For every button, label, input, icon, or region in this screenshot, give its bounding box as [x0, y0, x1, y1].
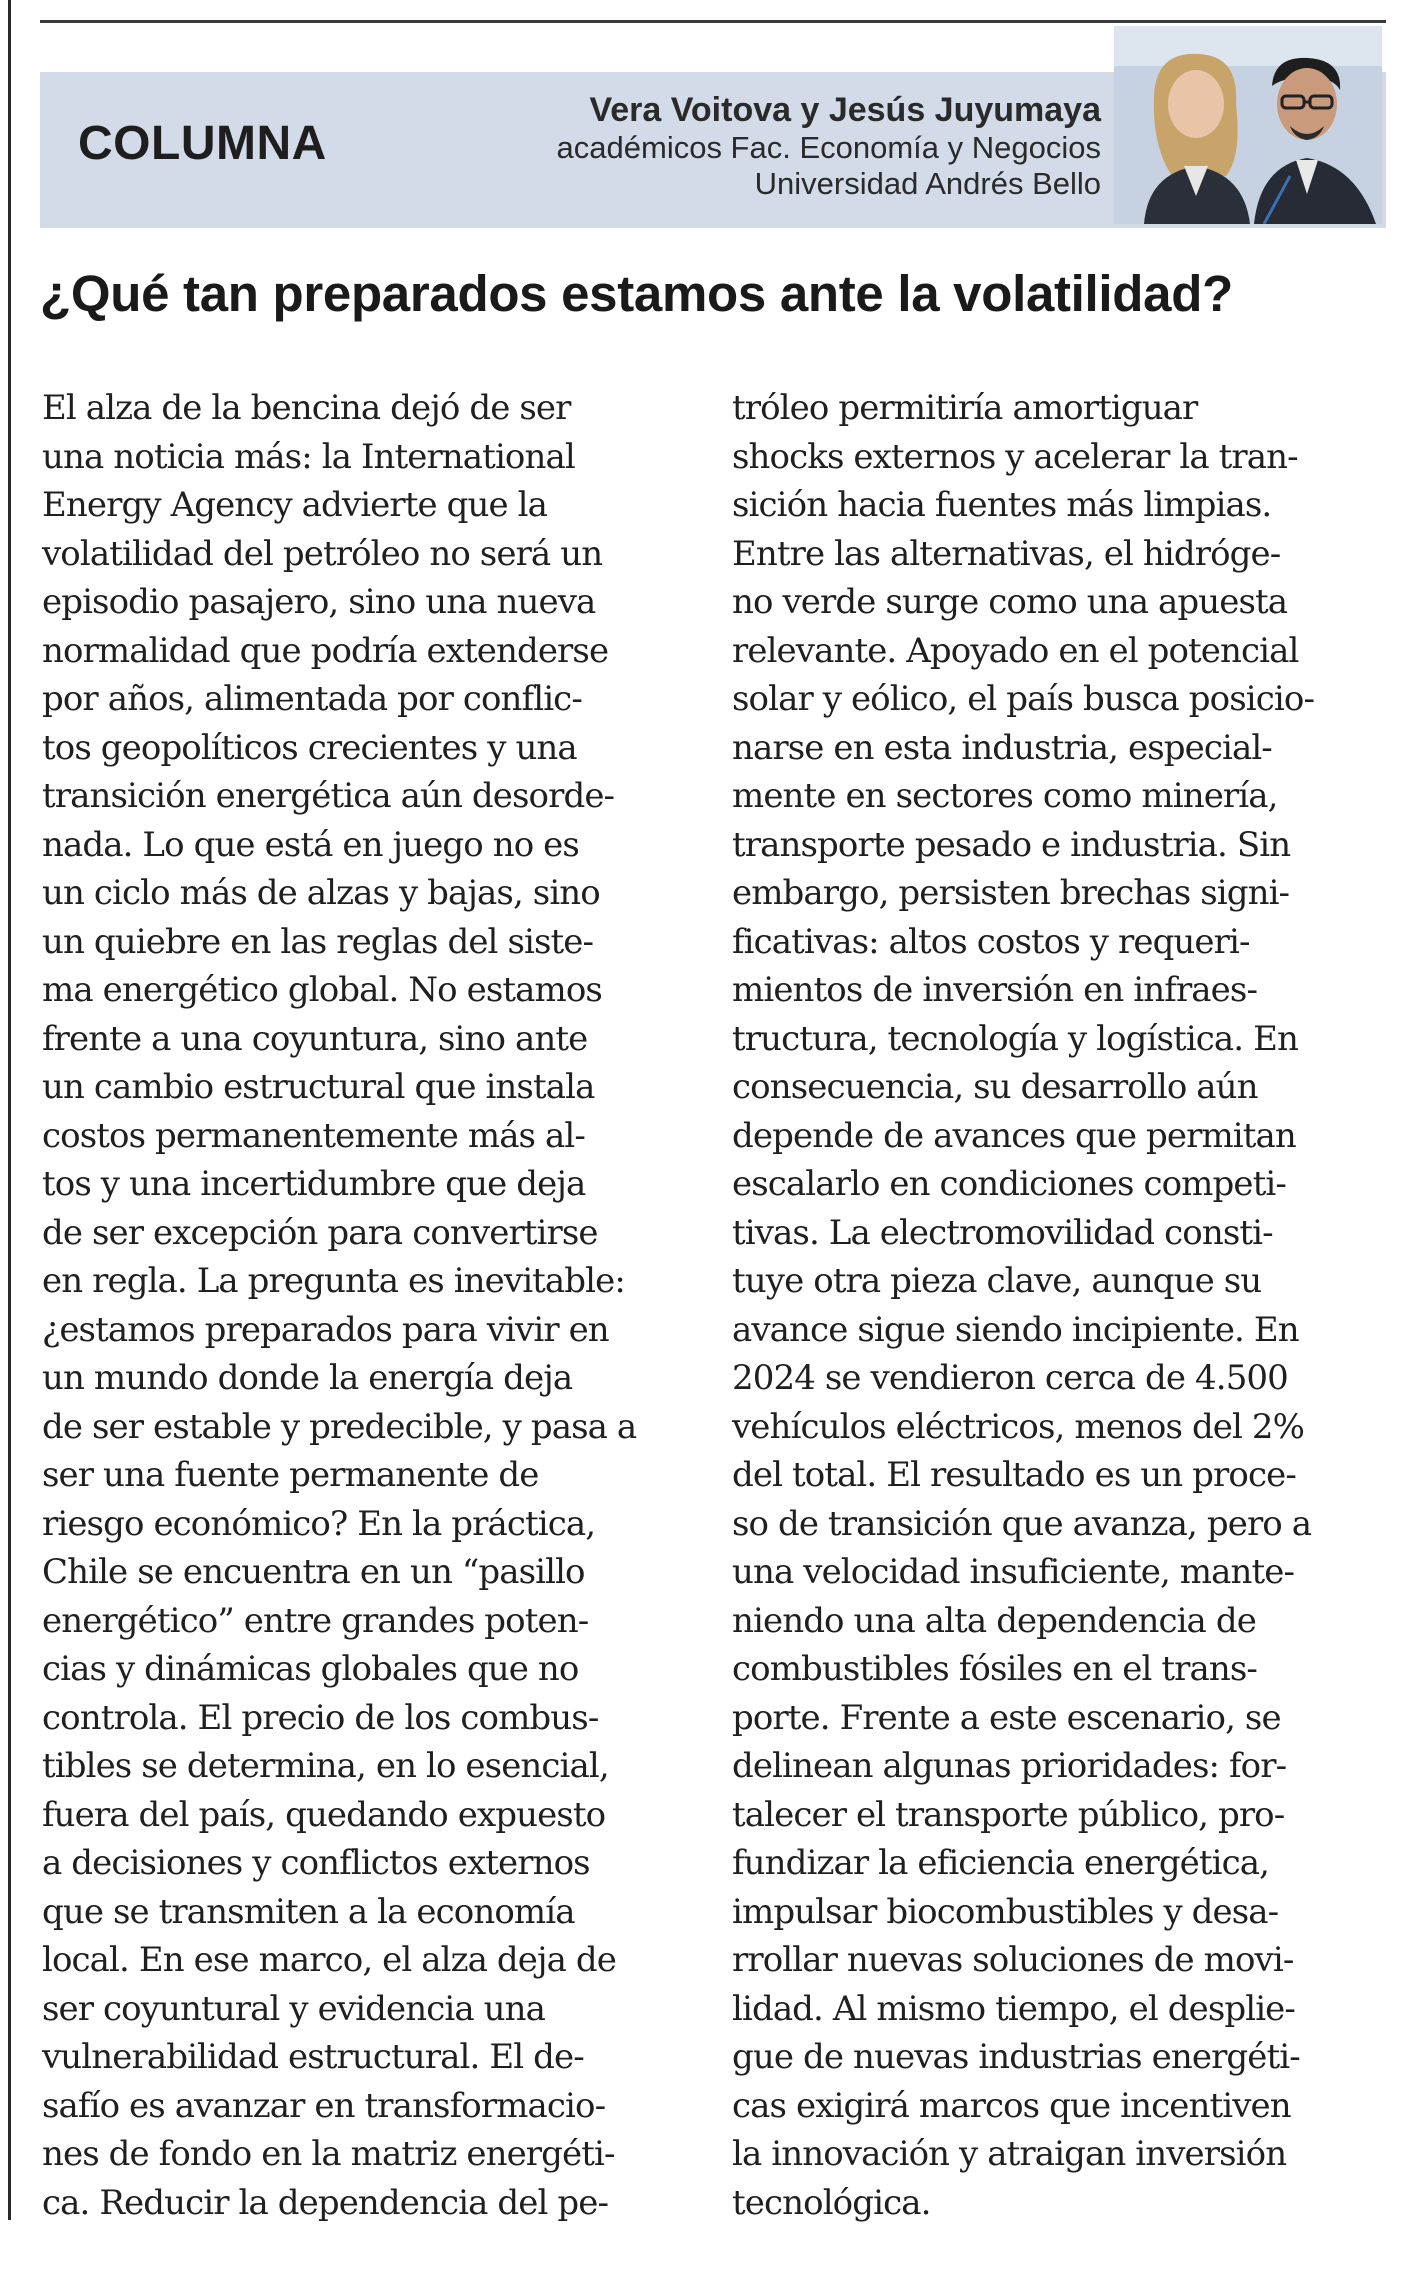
- article-line: por años, alimentada por conflic-: [42, 679, 582, 719]
- article-line: cias y dinámicas globales que no: [42, 1649, 579, 1689]
- headline: ¿Qué tan preparados estamos ante la volatilidad?: [40, 265, 1233, 322]
- article-line: rrollar nuevas soluciones de movi-: [732, 1940, 1294, 1980]
- authors-photo: [1114, 26, 1382, 224]
- article-line: una noticia más: la International: [42, 436, 575, 477]
- article-line: delinean algunas prioridades: for-: [732, 1746, 1287, 1786]
- article-line: de ser estable y predecible, y pasa a: [42, 1406, 637, 1447]
- article-line: safío es avanzar en transformacio-: [42, 2085, 606, 2126]
- article-line: Chile se encuentra en un “pasillo: [42, 1552, 585, 1592]
- article-line: talecer el transporte público, pro-: [732, 1794, 1285, 1835]
- article-line: ca. Reducir la dependencia del pe-: [42, 2182, 609, 2223]
- article-line: combustibles fósiles en el trans-: [732, 1649, 1257, 1689]
- article-line: episodio pasajero, sino una nueva: [42, 582, 596, 622]
- article-line: so de transición que avanza, pero a: [732, 1503, 1312, 1544]
- article-line: transporte pesado e industria. Sin: [732, 824, 1291, 865]
- top-rule: [40, 20, 1386, 23]
- article-line: volatilidad del petróleo no será un: [42, 533, 603, 574]
- article-line: fundizar la eficiencia energética,: [732, 1843, 1270, 1883]
- article-line: fuera del país, quedando expuesto: [42, 1794, 606, 1835]
- article-line: shocks externos y acelerar la tran-: [732, 436, 1298, 477]
- article-line: local. En ese marco, el alza deja de: [42, 1940, 616, 1980]
- article-line: un ciclo más de alzas y bajas, sino: [42, 873, 600, 913]
- article-line: nes de fondo en la matriz energéti-: [42, 2134, 615, 2174]
- article-line: niendo una alta dependencia de: [732, 1600, 1256, 1641]
- article-column-right: [732, 384, 1382, 2227]
- article-line: no verde surge como una apuesta: [732, 582, 1288, 622]
- article-line: consecuencia, su desarrollo aún: [732, 1067, 1258, 1107]
- article-line: que se transmiten a la economía: [42, 1891, 575, 1932]
- article-line: lidad. Al mismo tiempo, el desplie-: [732, 1988, 1295, 2029]
- article-line: tróleo permitiría amortiguar: [732, 388, 1198, 428]
- byline: [557, 90, 1101, 202]
- article-line: ser coyuntural y evidencia una: [42, 1988, 545, 2029]
- byline-role-line2: Universidad Andrés Bello: [754, 166, 1101, 201]
- byline-role-line1: académicos Fac. Economía y Negocios: [556, 130, 1101, 165]
- article-line: avance sigue siendo incipiente. En: [732, 1309, 1299, 1350]
- article-column-left: [42, 384, 702, 2227]
- article-line: controla. El precio de los combus-: [42, 1697, 599, 1738]
- article-line: tos geopolíticos crecientes y una: [42, 727, 577, 768]
- article-line: tivas. La electromovilidad consti-: [732, 1212, 1273, 1253]
- article-line: vehículos eléctricos, menos del 2%: [732, 1406, 1305, 1447]
- article-line: embargo, persisten brechas signi-: [732, 873, 1290, 913]
- article-line: un quiebre en las reglas del siste-: [42, 921, 594, 962]
- byline-authors: Vera Voitova y Jesús Juyumaya: [589, 91, 1101, 129]
- article-line: transición energética aún desorde-: [42, 776, 615, 816]
- article-line: en regla. La pregunta es inevitable:: [42, 1261, 625, 1301]
- article-line: de ser excepción para convertirse: [42, 1212, 598, 1253]
- article-line: nada. Lo que está en juego no es: [42, 824, 579, 865]
- article-line: frente a una coyuntura, sino ante: [42, 1018, 588, 1059]
- article-line: ficativas: altos costos y requeri-: [732, 921, 1250, 962]
- article-line: Entre las alternativas, el hidróge-: [732, 533, 1281, 574]
- article-line: normalidad que podría extenderse: [42, 630, 609, 671]
- article-line: tuye otra pieza clave, aunque su: [732, 1261, 1262, 1301]
- article-line: Energy Agency advierte que la: [42, 485, 547, 525]
- article-line: mientos de inversión en infraes-: [732, 970, 1258, 1010]
- article-line: un mundo donde la energía deja: [42, 1358, 573, 1398]
- article-line: tecnológica.: [732, 2182, 931, 2223]
- article-line: escalarlo en condiciones competi-: [732, 1164, 1286, 1204]
- article-line: El alza de la bencina dejó de ser: [42, 388, 571, 428]
- article-line: un cambio estructural que instala: [42, 1067, 595, 1107]
- article-line: la innovación y atraigan inversión: [732, 2134, 1287, 2174]
- article-line: impulsar biocombustibles y desa-: [732, 1891, 1279, 1932]
- article-line: narse en esta industria, especial-: [732, 727, 1272, 768]
- article-line: costos permanentemente más al-: [42, 1115, 585, 1156]
- article-line: ¿estamos preparados para vivir en: [42, 1309, 609, 1350]
- article-line: tibles se determina, en lo esencial,: [42, 1746, 609, 1786]
- article-line: tos y una incertidumbre que deja: [42, 1164, 586, 1204]
- article-line: porte. Frente a este escenario, se: [732, 1697, 1281, 1738]
- article-line: energético” entre grandes poten-: [42, 1600, 589, 1641]
- article-line: sición hacia fuentes más limpias.: [732, 485, 1272, 525]
- article-line: solar y eólico, el país busca posicio-: [732, 679, 1315, 719]
- column-header-band: [40, 72, 1386, 228]
- article-line: relevante. Apoyado en el potencial: [732, 630, 1299, 671]
- article-line: riesgo económico? En la práctica,: [42, 1503, 596, 1544]
- article-line: ser una fuente permanente de: [42, 1455, 539, 1495]
- article-line: una velocidad insuficiente, mante-: [732, 1552, 1295, 1592]
- article-line: gue de nuevas industrias energéti-: [732, 2037, 1300, 2077]
- left-column-rule: [8, 0, 11, 2220]
- article-line: a decisiones y conflictos externos: [42, 1843, 590, 1883]
- article-line: 2024 se vendieron cerca de 4.500: [732, 1358, 1288, 1398]
- article-line: depende de avances que permitan: [732, 1115, 1296, 1156]
- article-line: vulnerabilidad estructural. El de-: [42, 2037, 584, 2077]
- article-line: del total. El resultado es un proce-: [732, 1455, 1296, 1495]
- article-line: ma energético global. No estamos: [42, 970, 602, 1010]
- article-line: mente en sectores como minería,: [732, 776, 1278, 816]
- article-line: cas exigirá marcos que incentiven: [732, 2085, 1291, 2126]
- section-label: COLUMNA: [78, 117, 327, 170]
- authors-photo-illustration: [1114, 26, 1382, 224]
- article-line: tructura, tecnología y logística. En: [732, 1018, 1299, 1059]
